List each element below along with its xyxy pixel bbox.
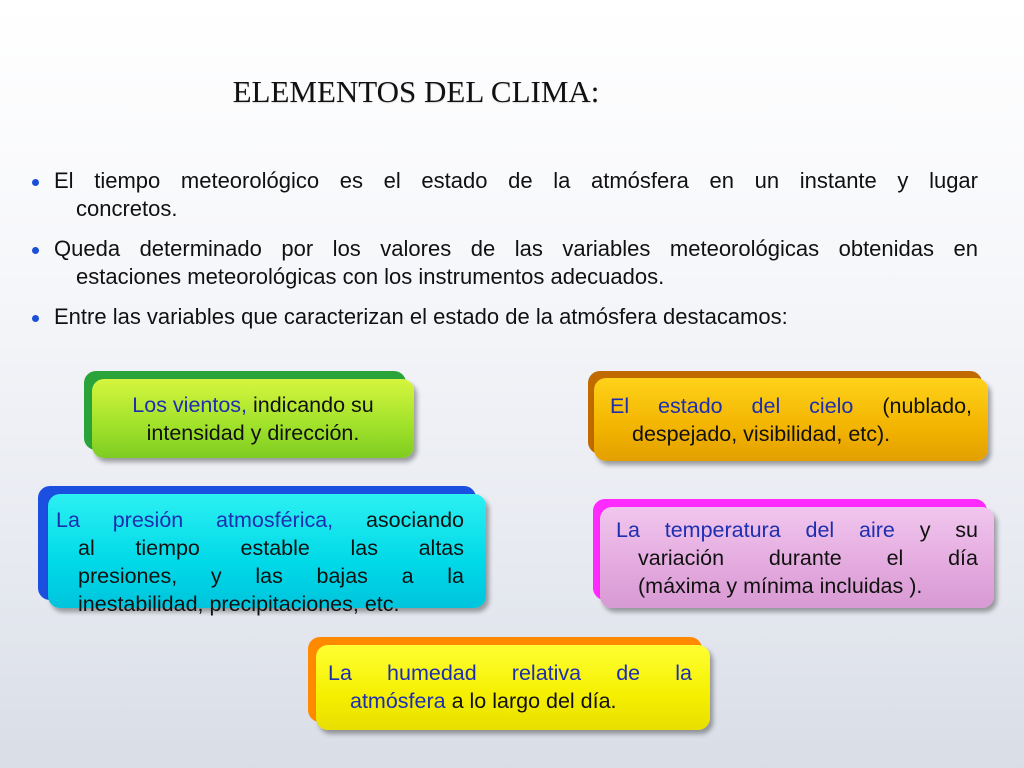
card-line (56, 506, 464, 534)
bullet-line: El tiempo meteorológico es el estado de la atmósfera en un instante y lugar (54, 168, 978, 193)
card-line (106, 391, 400, 419)
bullet-item (32, 235, 978, 291)
card-line (328, 687, 692, 715)
page-title: ELEMENTOS DEL CLIMA: (232, 74, 600, 109)
card-vientos (92, 379, 414, 458)
card-highlight: Los vientos, (132, 393, 248, 417)
card-line: despejado, visibilidad, etc). (632, 422, 891, 446)
bullet-line: concretos. (76, 196, 178, 221)
card-line: inestabilidad, precipitaciones, etc. (78, 592, 400, 616)
card-line: presiones, y las bajas a la (78, 564, 464, 588)
bullet-item (32, 167, 978, 223)
card-cielo (594, 378, 988, 461)
card-text: y su (894, 518, 978, 542)
card-presion (48, 494, 486, 616)
bullet-line: estaciones meteorológicas con los instrumentos adecuados. (76, 264, 665, 289)
bullet-line: Entre las variables que caracterizan el estado de la atmósfera destacamos: (54, 304, 788, 329)
bullet-list (32, 167, 978, 343)
bullet-dot-icon (32, 247, 39, 254)
bullet-dot-icon (32, 315, 39, 322)
card-text: asociando (333, 508, 464, 532)
card-text: indicando su (247, 393, 374, 417)
card-text: a lo largo del día. (445, 689, 617, 713)
bullet-line: Queda determinado por los valores de las variables meteorológicas obtenidas en (54, 236, 978, 261)
card-line (610, 392, 972, 420)
card-line: variación durante el día (638, 546, 978, 570)
card-highlight: La temperatura del aire (616, 518, 895, 542)
card-line: intensidad y dirección. (146, 421, 360, 445)
card-line (616, 516, 978, 544)
bullet-item (32, 303, 978, 331)
card-line: (máxima y mínima incluidas ). (638, 574, 923, 598)
card-highlight: atmósfera (350, 689, 446, 713)
card-highlight: La presión atmosférica, (56, 508, 334, 532)
card-text: (nublado, (853, 394, 972, 418)
card-highlight: La humedad relativa de la (328, 661, 692, 685)
card-temperatura (600, 507, 994, 608)
card-humedad (316, 645, 710, 730)
bullet-dot-icon (32, 179, 39, 186)
card-highlight: El estado del cielo (610, 394, 854, 418)
card-line: al tiempo estable las altas (78, 536, 464, 560)
